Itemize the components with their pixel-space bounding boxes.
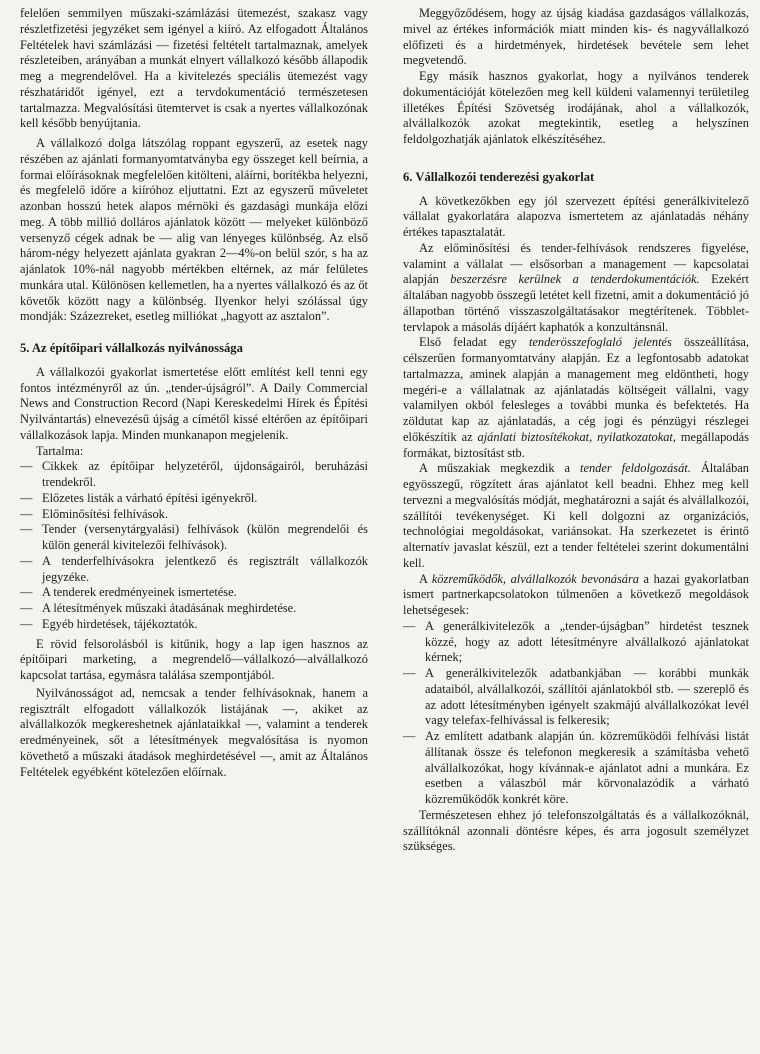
list-item: — Előzetes listák a várható építési igényekről.	[20, 491, 368, 507]
section-heading-5: 5. Az építőipari vállalkozás nyilvánossága	[20, 341, 243, 355]
list-item: — A generálkivitelezők a „tender-újságban” hirdetést tesznek közzé, hogy az adott létesítményre alvállalkozó ajánlatokat kérnek;	[403, 619, 749, 666]
paragraph-masik-gyakorlat: Egy másik hasznos gyakorlat, hogy a nyilvános tenderek dokumentációját kötelezően meg kell küldeni valamennyi területileg illetékes Építési Szövetség irodájának, ahol a vállalkozók, alvállalkozók azokat megtekintik, esetleg a helyszínen feldolgozhatják ajánlatok elkészítéséhez.	[403, 69, 749, 146]
paragraph-meggyozodesem: Meggyőződésem, hogy az újság kiadása gazdaságos vállalkozás, mivel az értékes információk miatt minden kis- és nagyvállalkozó előfizeti és a hirdetmények, hirdetések bevétele sem lehet megvetendő.	[403, 6, 749, 68]
list-item: — Tender (versenytárgyalási) felhívások (külön megrendelői és külön generál kivitelezői felhívások).	[20, 522, 368, 554]
emphasis-text: ajánlati biztosítékokat, nyilatkozatokat,	[477, 429, 676, 444]
emphasis-text: közreműködők, alvállalkozók bevonására	[431, 571, 639, 586]
left-column	[20, 6, 368, 780]
list-item: — Cikkek az építőipar helyzetéről, újdonságairól, beruházási trendekről.	[20, 459, 368, 491]
paragraph-muszakiak: A műszakiak megkezdik a tender feldolgozását. Általában egyösszegű, rögzített áras ajánlatot kell beadni. Ehhez meg kell tervezni a megvalósítás módját, meghatározni a saját és alvállalkozói, szállítói tevékenységet. Ki kell dolgozni az organizációs, technológiai megoldásokat, variánsokat. Ha szerkezetet is érintő alternatív javaslat készül, ezt a tender feltételei szerint dokumentálni kell.	[403, 461, 750, 570]
paragraph-termeszetesen: Természetesen ehhez jó telefonszolgáltatás és a vállalkozóknál, szállítóknál azonnali döntésre képes, és arra jogosult személyzet szükséges.	[403, 807, 749, 854]
list-item: — Egyéb hirdetések, tájékoztatók.	[20, 617, 368, 633]
emphasis-text: beszerzésre kerülnek a tenderdokumentációk.	[450, 272, 700, 287]
emphasis-text: tender feldolgozását.	[580, 461, 691, 476]
paragraph-vallalkozo-dolga: A vállalkozó dolga látszólag roppant egyszerű, az esetek nagy részében az ajánlati formanyomtatványba egy összeget kell beírnia, a formai előírásoknak megfelelően kitölteni, aláírni, borítékba helyezni, és megfelelő időre a kiíróhoz eljuttatni. Ezt az egyszerű műveletet azonban hosszú hetek alapos mérnöki és gazdasági munkája előzi meg. A több millió dolláros ajánlatok között — melyeket különböző versenyző cégek adnak be — alig van lényeges különbség. Az első három-négy helyezett ajánlata gyakran 2—4%-on belül szór, s ha az ajánlatok 10%-nál nagyobb mértékben eltérnek, az már felületes munkára utal. Különösen kellemetlen, ha a nyertes vállalkozó és az őt követők között nagy a különbség. Ilyenkor helyi szólással úgy mondják: Százezreket, esetleg milliókat „hagyott az asztalon”.	[20, 136, 368, 324]
paragraph-kozremukodok: A közreműködők, alvállalkozók bevonására a hazai gyakorlatban ismert partnerkapcsolatokon túlmenően a következő megoldások lehetségesek:	[403, 571, 749, 617]
list-item: — Előminősítési felhívások.	[20, 507, 368, 523]
content-list	[20, 459, 368, 632]
list-item: — A tenderek eredményeinek ismertetése.	[20, 585, 368, 601]
paragraph-nyilvanossagot: Nyilvánosságot ad, nemcsak a tender felhívásoknak, hanem a regisztrált elfogadott vállalkozók listájának —, akiket az alvállalkozók megkereshetnek ajánlataikkal —, valamint a tenderek eredményeinek, sőt a létesítmények megvalósítása is nyomon követhető a műszaki átadások meghirdetésével —, amit az Általános Feltételek egyébként kötelezően előírnak.	[20, 685, 368, 779]
right-column	[403, 6, 749, 855]
paragraph-tartalma: Tartalma:	[36, 443, 84, 458]
paragraph-vallalkozoi-gyakorlat: A vállalkozói gyakorlat ismertetése előtt említést kell tenni egy fontos intézményről az ún. „tender-újságról”. A Daily Commercial News and Construction Record (Napi Kereskedelmi Hírek és Építési Nyilvántartás) elnevezésű újság a címétől kissé eltérően az építőipari vállalkozások lapja. Minden munkanapon megjelenik.	[20, 364, 368, 442]
paragraph-kovetkezokben: A következőkben egy jól szervezett építési generálkivitelező vállalat gyakorlatára alapozva ismertetem az ajánlatadás néhány értékes tapasztalatát.	[403, 193, 749, 239]
paragraph-rovid-felsorolas: E rövid felsorolásból is kitűnik, hogy a lap igen hasznos az építőipari marketing, a megrendelő—vállalkozó—alvállalkozó kapcsolat tartása, egymásra találása szempontjából.	[20, 636, 368, 682]
list-item: — A létesítmények műszaki átadásának meghirdetése.	[20, 601, 368, 617]
list-item: — A tenderfelhívásokra jelentkező és regisztrált vállalkozók jegyzéke.	[20, 554, 368, 586]
emphasis-text: tenderösszefoglaló jelentés	[528, 335, 672, 350]
paragraph-elso-feladat: Első feladat egy tenderösszefoglaló jelentés összeállítása, célszerűen formanyomtatvány alapján. Ez a legfontosabb adatokat tartalmazza, aminek alapján a management meg eldöntheti, hogy megéri-e a vállalatnak az ajánlatadás költségeit vállalni, vagy valamilyen okból felesleges a további munka és befektetés. Ha zöldutat kap az ajánlatadás, a cég jogi és pénzügyi részlegei előkészítik az ajánlati biztosítékokat, nyilatkozatokat, megállapodás formákat, biztosítást stb.	[403, 335, 749, 460]
section-heading-6: 6. Vállalkozói tenderezési gyakorlat	[403, 169, 595, 184]
paragraph-intro: felelően semmilyen műszaki-számlázási ütemezést, szakasz vagy részletfizetési jegyzéket sem igényel a kiíró. Az elfogadott Általános Feltételek havi számlázási — fizetési feltételt tartalmaznak, amelyek részleteiben, arányában a munkát elnyert vállalkozó később állapodik meg a megrendelővel. Ha a kivitelezés speciális ütemezést vagy részhatáridőt igényel, ezt a tervdokumentáció természetesen tartalmazza. Megvalósítási ütemtervet is csak a nyertes vállalkozónak kell később benyújtania.	[20, 6, 368, 131]
solutions-list	[403, 619, 749, 808]
list-item: — Az említett adatbank alapján ún. közreműködői felhívási listát állítanak össze és telefonon megkeresik a számításba vehető alvállalkozókat, hogy kívánnak-e ajánlatot adni a munkára. Ez esetben a válaszból már körvonalazódik a várható közreműködők konkrét köre.	[403, 729, 749, 808]
paragraph-elominositesi: Az előminősítési és tender-felhívások rendszeres figyelése, valamint a vállalat — elsősorban a management — kapcsolatai alapján beszerzésre kerülnek a tenderdokumentációk. Ezekért általában nagyobb összegű letétet kell fizetni, amit a dokumentáció jó állapotban történő visszaszolgáltatásakor megtérítenek. Többlet-tervlapok a másolás díjáért kaphatók a konzultánsnál.	[403, 240, 750, 334]
list-item: — A generálkivitelezők adatbankjában — korábbi munkák adataiból, alvállalkozói, szállítói ajánlatokból stb. — szereplő és az adott létesítményben igényelt szakmájú alvállalkozókat levél vagy telefax-felhívással is felkeresik;	[403, 666, 749, 729]
